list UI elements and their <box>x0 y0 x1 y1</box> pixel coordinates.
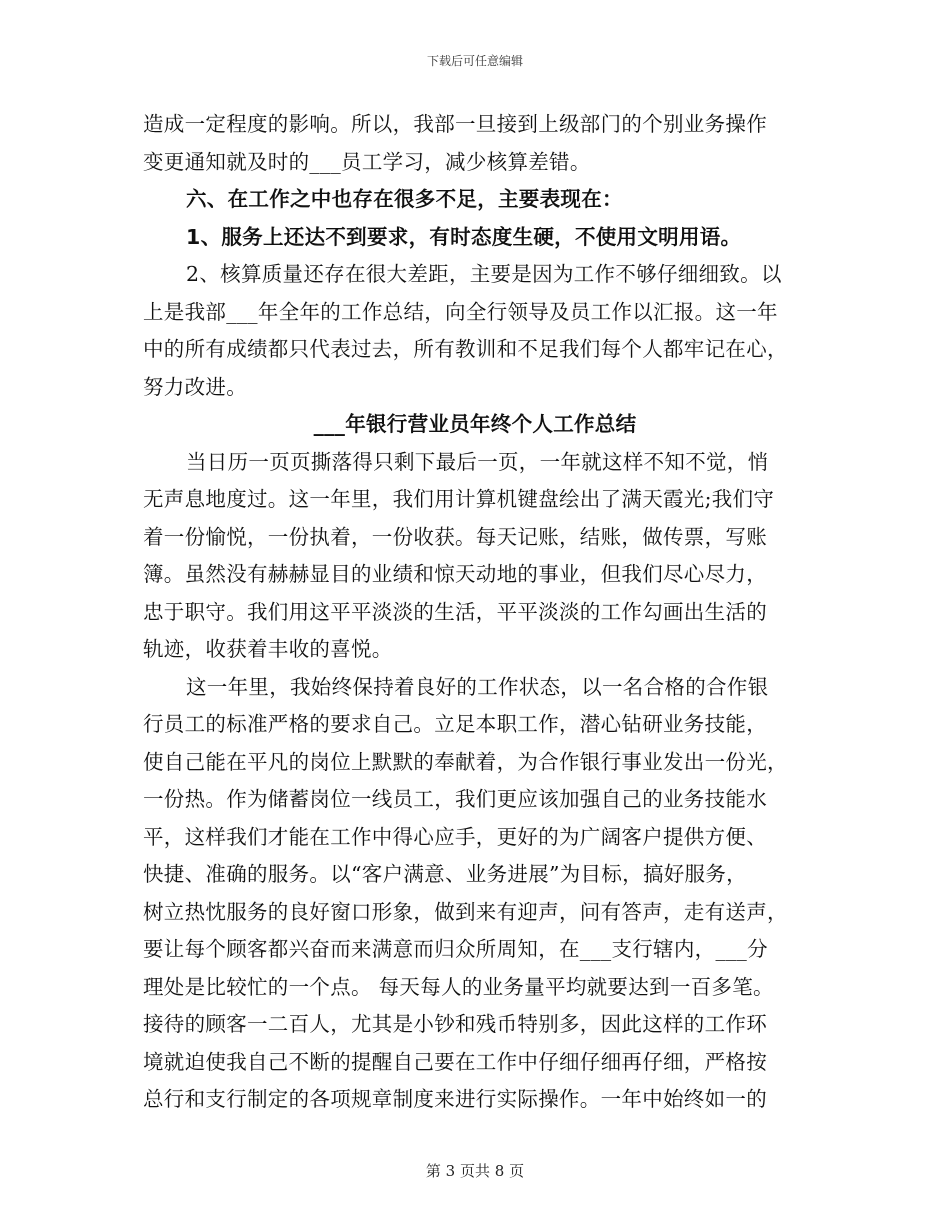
text-line: 要让每个顾客都兴奋而来满意而归众所周知，在___支行辖内，___分 <box>143 937 768 961</box>
text-line: 无声息地度过。这一年里，我们用计算机键盘绘出了满天霞光;我们守 <box>143 487 775 511</box>
text-line: 忠于职守。我们用这平平淡淡的生活，平平淡淡的工作勾画出生活的 <box>143 599 767 624</box>
text-line: 理处是比较忙的一个点。 每天每人的业务量平均就要达到一百多笔。 <box>143 974 774 999</box>
text-line: 这一年里，我始终保持着良好的工作状态，以一名合格的合作银 <box>186 674 769 699</box>
text-line: 当日历一页页撕落得只剩下最后一页，一年就这样不知不觉，悄 <box>186 449 769 474</box>
text-line: 行员工的标准严格的要求自己。立足本职工作，潜心钻研业务技能， <box>143 712 767 736</box>
text-line: 造成一定程度的影响。所以，我部一旦接到上级部门的个别业务操作 <box>143 112 767 136</box>
text-line: 一份热。作为储蓄岗位一线员工，我们更应该加强自己的业务技能水 <box>143 787 767 811</box>
text-line: 境就迫使我自己不断的提醒自己要在工作中仔细仔细再仔细，严格按 <box>143 1049 767 1074</box>
text-line: 簿。虽然没有赫赫显目的业绩和惊天动地的事业，但我们尽心尽力， <box>143 562 767 586</box>
text-line: 快捷、准确的服务。以“客户满意、业务进展”为目标，搞好服务， <box>143 862 747 886</box>
text-line: 2、核算质量还存在很大差距，主要是因为工作不够仔细细致。以 <box>186 262 782 286</box>
text-line: 轨迹，收获着丰收的喜悦。 <box>143 637 393 661</box>
text-line: 总行和支行制定的各项规章制度来进行实际操作。一年中始终如一的 <box>143 1087 767 1111</box>
document-body <box>143 106 807 1119</box>
text-line: 接待的顾客一二百人，尤其是小钞和残币特别多，因此这样的工作环 <box>143 1012 767 1036</box>
page-header: 下载后可任意编辑 <box>426 54 523 68</box>
text-line: 树立热忱服务的良好窗口形象，做到来有迎声，问有答声，走有送声， <box>143 899 788 924</box>
text-line: 变更通知就及时的___员工学习，减少核算差错。 <box>143 149 591 174</box>
text-line: 1、服务上还达不到要求，有时态度生硬，不使用文明用语。 <box>186 224 742 249</box>
section-title: ___年银行营业员年终个人工作总结 <box>313 412 637 436</box>
text-line: 着一份愉悦，一份执着，一份收获。每天记账，结账，做传票，写账 <box>143 524 767 549</box>
text-line: 平，这样我们才能在工作中得心应手，更好的为广阔客户提供方便、 <box>143 824 767 849</box>
text-line: 上是我部___年全年的工作总结，向全行领导及员工作以汇报。这一年 <box>143 299 778 324</box>
text-line: 中的所有成绩都只代表过去，所有教训和不足我们每个人都牢记在心， <box>143 337 788 361</box>
text-line: 六、在工作之中也存在很多不足，主要表现在： <box>186 187 623 211</box>
page-footer: 第 3 页共 8 页 <box>425 1162 525 1180</box>
text-line: 使自己能在平凡的岗位上默默的奉献着，为合作银行事业发出一份光， <box>143 749 788 774</box>
text-line: 努力改进。 <box>143 374 247 399</box>
